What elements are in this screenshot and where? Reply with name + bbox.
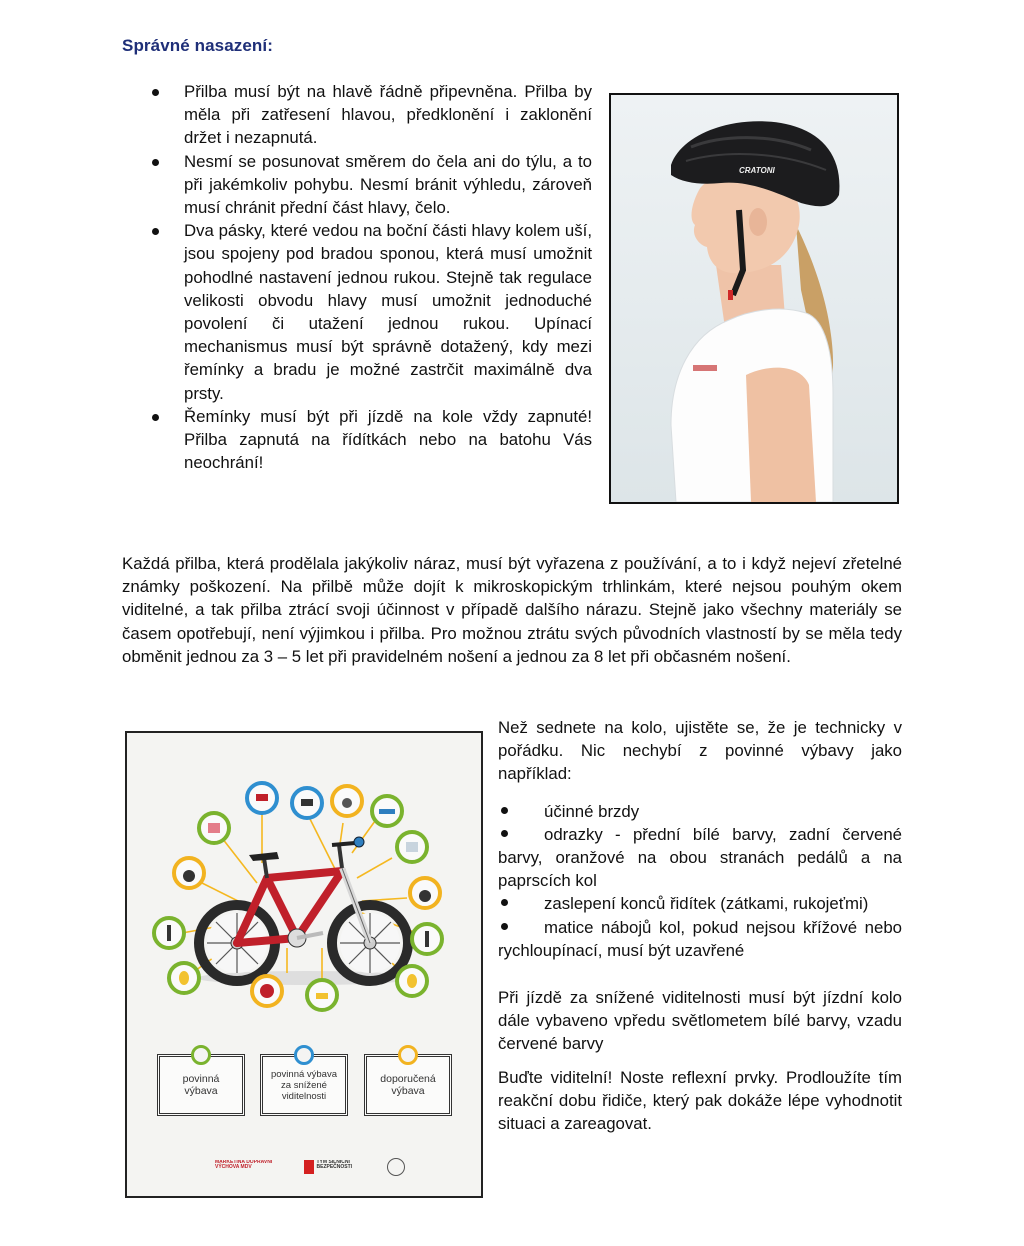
logos-row bbox=[215, 1155, 405, 1179]
bullet-icon bbox=[152, 228, 159, 235]
legend-label: povinná výbava za snížené viditelnosti bbox=[270, 1068, 338, 1102]
list-item-text: odrazky - přední bílé barvy, zadní červené barvy, oranžové na obou stranách pedálů a na paprscích kol bbox=[498, 824, 902, 891]
bullet-icon bbox=[501, 923, 508, 930]
bullet-icon bbox=[501, 899, 508, 906]
bullet-icon bbox=[152, 414, 159, 421]
list-item bbox=[152, 219, 592, 405]
list-item-text: Řemínky musí být při jízdě na kole vždy zapnuté! Přilba zapnutá na řídítkách nebo na batohu Vás neochrání! bbox=[184, 406, 592, 473]
list-item-text: matice nábojů kol, pokud nejsou křížové nebo rychloupínací, musí být uzavřené bbox=[498, 917, 902, 960]
low-visibility-paragraph: Při jízdě za snížené viditelnosti musí být jízdní kolo dále vybaveno vpředu světlometem bílé barvy, vzadu červené barvy bbox=[498, 988, 902, 1054]
bullet-icon bbox=[501, 807, 508, 814]
helmet-fitting-list bbox=[152, 80, 592, 474]
bike-check-intro: Než sednete na kolo, ujistěte se, že je technicky v pořádku. Nic nechybí z povinné výbavy jako například: bbox=[498, 718, 902, 784]
legend-recommended bbox=[364, 1054, 452, 1116]
list-item-text: Přilba musí být na hlavě řádně připevněna. Přilba by měla při zatřesení hlavou, předklonění i zaklonění držet i nezapnutá. bbox=[184, 82, 592, 148]
police-star-logo bbox=[387, 1158, 405, 1176]
road-safety-team-logo: TÝM SILNIČNÍ BEZPEČNOSTI bbox=[304, 1160, 359, 1174]
list-item-text: Nesmí se posunovat směrem do čela ani do týlu, a to při jakémkoliv pohybu. Nesmí bránit výhledu, zároveň musí chránit přední část hlavy, čelo. bbox=[184, 151, 592, 218]
tshirt-logo bbox=[693, 365, 717, 371]
be-visible-paragraph: Buďte viditelní! Noste reflexní prvky. Prodloužíte tím reakční dobu řidiče, který pak dokáže lépe vyhodnotit situaci a zareagovat. bbox=[498, 1067, 902, 1134]
list-item bbox=[152, 405, 592, 475]
list-item-text: Dva pásky, které vedou na boční části hlavy kolem uší, jsou spojeny pod bradou sponou, která musí umožnit pohodlné nastavení jednou rukou. Stejně tak regulace velikosti obvodu hlavy musí umožnit jednoduché povolení či utažení jednou rukou. Upínací mechanismus musí být správně dotažený, kdy mezi řemínky a bradu je možné zastrčit maximálně dva prsty. bbox=[184, 221, 592, 403]
list-item bbox=[152, 150, 592, 220]
list-item bbox=[498, 892, 902, 915]
section-heading: Správné nasazení: bbox=[122, 36, 273, 55]
blue-ring-icon bbox=[294, 1045, 314, 1065]
bike-check-section bbox=[498, 716, 902, 1135]
list-item bbox=[498, 800, 902, 823]
helmet-photo bbox=[609, 93, 899, 504]
bullet-icon bbox=[152, 159, 159, 166]
equipment-list bbox=[498, 800, 902, 962]
legend-label: doporučená výbava bbox=[380, 1073, 436, 1097]
list-item bbox=[498, 916, 902, 962]
bike-illustration bbox=[127, 733, 481, 1196]
bullet-icon bbox=[152, 89, 159, 96]
legend-mandatory bbox=[157, 1054, 245, 1116]
list-item-text: účinné brzdy bbox=[544, 801, 640, 821]
list-item bbox=[498, 823, 902, 893]
mdv-logo: MARKÉTINA DOPRAVNÍ VÝCHOVA MDV bbox=[215, 1160, 273, 1170]
bullet-icon bbox=[501, 830, 508, 837]
list-item-text: zaslepení konců řidítek (zátkami, rukojeťmi) bbox=[544, 894, 869, 914]
list-item bbox=[152, 80, 592, 150]
helmet-replacement-paragraph: Každá přilba, která prodělala jakýkoliv náraz, musí být vyřazena z používání, a to i když nejeví zřetelné známky poškození. Na přilbě může dojít k mikroskopickým trhlinkám, které nejsou pouhým okem viditelné, a tak přilba ztrácí svoji účinnost v případě dalšího nárazu. Stejně jako všechny materiály se časem opotřebují, není výjimkou i přilba. Pro možnou ztrátu svých původních vlastností by se měla tedy obměnit jednou za 3 – 5 let při pravidelném nošení a jednou za 8 let při občasném nošení. bbox=[122, 554, 902, 666]
helmet-brand-label: CRATONI bbox=[739, 166, 775, 175]
yellow-ring-icon bbox=[398, 1045, 418, 1065]
legend-label: povinná výbava bbox=[182, 1073, 220, 1097]
green-ring-icon bbox=[191, 1045, 211, 1065]
woman-with-helmet-illustration bbox=[611, 95, 897, 502]
legend-mandatory-low-visibility bbox=[260, 1054, 348, 1116]
bike-equipment-poster bbox=[125, 731, 483, 1198]
